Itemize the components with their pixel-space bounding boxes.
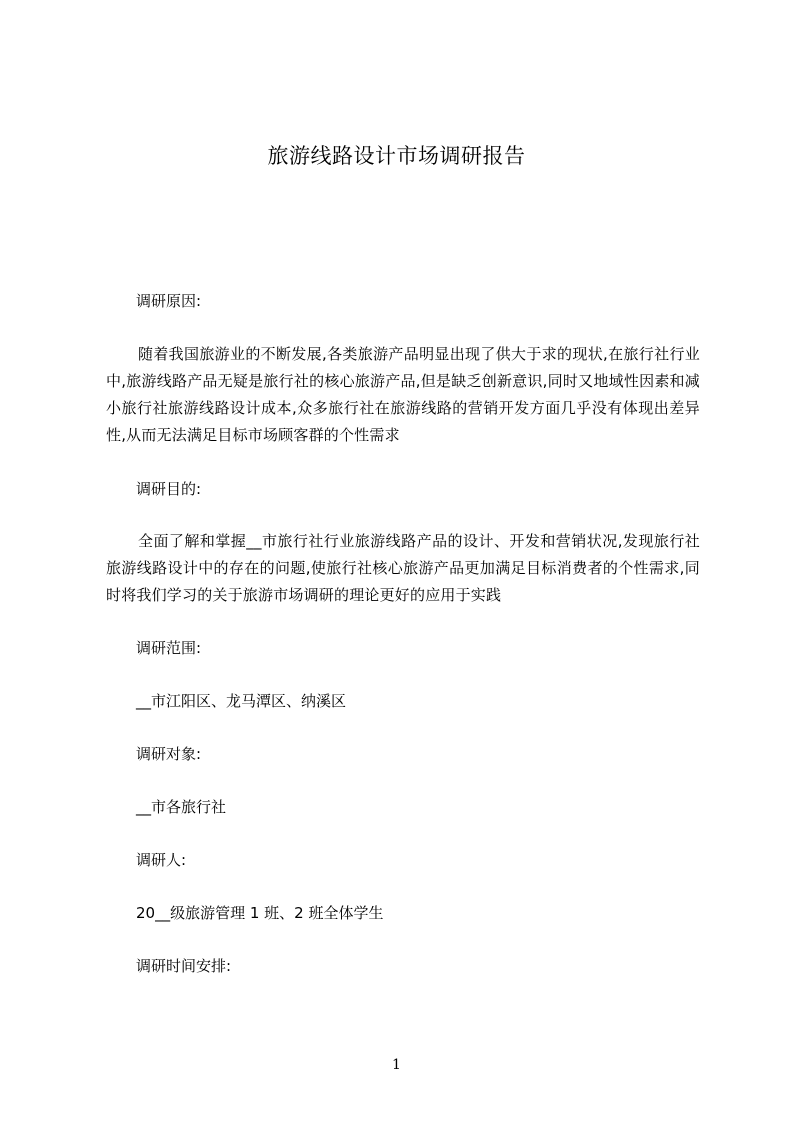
section-heading-subjects: 调研对象: [136,745,202,763]
section-heading-scope: 调研范围: [136,639,202,657]
section-heading-schedule: 调研时间安排: [136,957,232,975]
section-body-researchers: 20__级旅游管理 1 班、2 班全体学生 [136,904,384,922]
section-body-scope: __市江阳区、龙马潭区、纳溪区 [136,692,347,710]
section-body-subjects: __市各旅行社 [136,798,227,816]
section-heading-purpose: 调研目的: [136,480,202,498]
section-body-purpose: 全面了解和掌握__市旅行社行业旅游线路产品的设计、开发和营销状况,发现旅行社旅游线路设计中的存在的问题,使旅行社核心旅游产品更加满足目标消费者的个性需求,同时将我们学习的关于旅游市场调研的理论更好的应用于实践 [106,532,700,604]
document-title: 旅游线路设计市场调研报告 [267,144,526,168]
page-number: 1 [392,1057,401,1073]
section-heading-reason: 调研原因: [136,292,202,310]
section-body-reason: 随着我国旅游业的不断发展,各类旅游产品明显出现了供大于求的现状,在旅行社行业中,旅游线路产品无疑是旅行社的核心旅游产品,但是缺乏创新意识,同时又地域性因素和减小旅行社旅游线路设计成本,众多旅行社在旅游线路的营销开发方面几乎没有体现出差异性,从而无法满足目标市场顾客群的个性需求 [106,345,700,444]
section-heading-researchers: 调研人: [136,851,187,869]
